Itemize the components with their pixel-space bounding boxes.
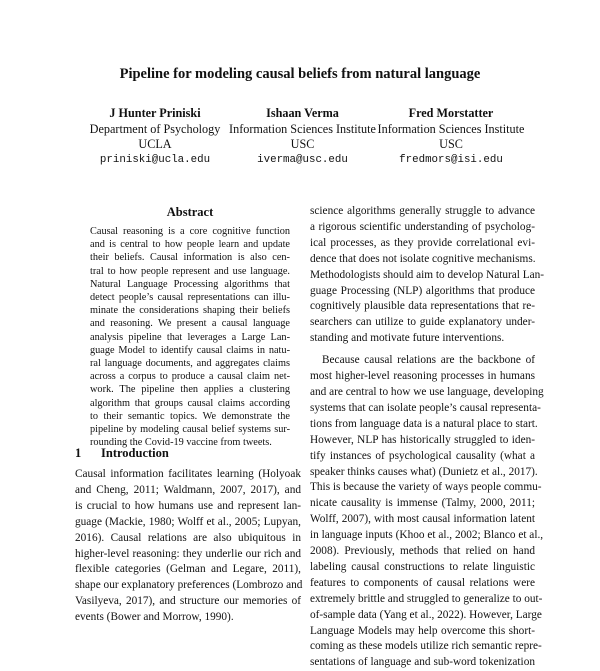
- body-line: This is because the variety of ways people commu-: [310, 481, 542, 494]
- abstract-line: pipeline by modeling causal belief systems sur-: [90, 424, 290, 436]
- body-line: tions from language data is a natural place to start.: [310, 417, 538, 430]
- body-line: tify instances of psychological causality (what a: [310, 449, 535, 462]
- section-title: Introduction: [101, 446, 169, 460]
- author-affiliation: Department of Psychology: [89, 121, 221, 136]
- body-line: ical processes, as they provide correlational evi-: [310, 236, 535, 249]
- author-email[interactable]: iverma@usc.edu: [257, 153, 348, 166]
- body-line: speaker thinks causes what) (Dunietz et al., 2017).: [310, 465, 538, 478]
- body-line: guage Processing (NLP) algorithms that produce: [310, 284, 535, 297]
- body-line: coming as these models utilize rich semantic repre-: [310, 640, 542, 653]
- abstract-line: algorithm that groups causal claims according: [90, 397, 290, 409]
- abstract-line: and reasoning. We present a causal language: [90, 318, 290, 330]
- body-line: However, NLP has historically struggled to iden-: [310, 433, 535, 446]
- section-heading: [75, 446, 169, 461]
- body-line: Wolff, 2007), with most causal information latent: [310, 513, 535, 526]
- abstract-line: to their semantic topics. We demonstrate the: [90, 410, 290, 422]
- abstract-line: ral language documents, and aggregates claims: [90, 358, 290, 370]
- abstract-heading: Abstract: [166, 205, 214, 219]
- body-line: 2016). Causal relations are also ubiquitous in: [75, 531, 301, 544]
- body-line: of-sample data (Yang et al., 2022). However, Large: [310, 608, 542, 621]
- body-line: features to components of causal relations were: [310, 576, 535, 589]
- author-affiliation: Information Sciences Institute: [377, 121, 525, 136]
- body-line: a rigorous scientific understanding of psycholog-: [310, 220, 535, 233]
- abstract-line: guage Model to identify causal claims in natu-: [90, 344, 290, 356]
- author-institution: UCLA: [138, 137, 172, 151]
- abstract-line: minate the considerations shaping their beliefs: [90, 305, 290, 317]
- body-line: in language inputs (Khoo et al., 2002; Blanco et al.,: [310, 529, 544, 542]
- body-line: searchers can utilize to guide explanatory under-: [310, 316, 535, 329]
- author-institution: USC: [439, 137, 463, 151]
- body-line: extremely brittle and struggled to generalize to out-: [310, 592, 543, 605]
- body-paragraph: [310, 204, 545, 347]
- body-line: systems that can isolate people’s causal representa-: [310, 401, 541, 414]
- body-line: nicate causality is immense (Talmy, 2000, 2011;: [310, 497, 535, 510]
- abstract-line: Natural Language Processing algorithms that: [90, 278, 290, 290]
- body-line: standing and motivate future interventions.: [310, 332, 505, 345]
- body-line: sentations of language and sub-word tokenization: [310, 656, 535, 669]
- body-line: Language Models may help overcome this short-: [310, 624, 535, 637]
- abstract-body: [90, 225, 290, 449]
- body-line: flexible categories (Gelman and Legare, 2011),: [75, 563, 301, 576]
- body-line: labeling causal constructions to relate linguistic: [310, 560, 535, 573]
- abstract-line: work. The pipeline then applies a clustering: [90, 384, 290, 396]
- body-line: events (Bower and Morrow, 1990).: [75, 611, 234, 624]
- author-affiliation: Information Sciences Institute: [229, 121, 376, 136]
- abstract-line: and is central to how people learn and update: [90, 239, 290, 251]
- body-paragraph: [310, 353, 544, 671]
- author-name: Ishaan Verma: [266, 106, 339, 120]
- body-line: most higher-level reasoning processes in humans: [310, 370, 535, 383]
- body-line: Because causal relations are the backbone of: [322, 354, 535, 367]
- author-block: [376, 106, 526, 168]
- body-line: cognitively plausible data representations that re-: [310, 300, 535, 313]
- abstract-line: detect people’s causal representations can illu-: [90, 292, 290, 304]
- abstract-line: their beliefs. Causal information is also cen-: [90, 252, 290, 264]
- paper-title: Pipeline for modeling causal beliefs from natural language: [119, 66, 481, 82]
- body-line: shape our explanatory preferences (Lombrozo and: [75, 579, 303, 592]
- body-line: Causal information facilitates learning (Holyoak: [75, 468, 301, 480]
- abstract-line: across a corpus to produce a causal claim net-: [90, 371, 290, 383]
- author-email[interactable]: fredmors@isi.edu: [399, 153, 503, 166]
- author-institution: USC: [290, 137, 315, 151]
- body-line: higher-level reasoning: they underlie our rich and: [75, 547, 301, 560]
- body-line: 2008). Previously, methods that relied on hand: [310, 545, 535, 558]
- body-line: science algorithms generally struggle to advance: [310, 205, 535, 217]
- body-line: dence that does not isolate cognitive mechanisms.: [310, 252, 536, 265]
- body-line: Vasilyeva, 2017), and structure our memories of: [75, 595, 301, 608]
- body-line: Methodologists should aim to develop Natural Lan-: [310, 268, 545, 281]
- body-line: is crucial to how humans use and represent lan-: [75, 499, 301, 512]
- body-line: and are central to how we use language, developing: [310, 385, 544, 398]
- author-name: J Hunter Priniski: [109, 106, 201, 120]
- section-number: 1: [75, 446, 82, 460]
- body-line: and Cheng, 2011; Waldmann, 2007, 2017), and: [75, 483, 301, 496]
- abstract-line: Causal reasoning is a core cognitive function: [90, 226, 290, 237]
- right-column: [310, 204, 545, 671]
- intro-paragraph: [75, 467, 301, 626]
- body-line: guage (Mackie, 1980; Wolff et al., 2005; Lupyan,: [75, 515, 301, 528]
- abstract-line: tral to how people represent and use language.: [90, 265, 290, 277]
- abstract-line: analysis pipeline that leverages a Large Lan-: [90, 331, 290, 343]
- author-block: [225, 106, 380, 168]
- author-email[interactable]: priniski@ucla.edu: [99, 153, 211, 166]
- author-name: Fred Morstatter: [408, 106, 494, 120]
- author-block: [75, 106, 235, 168]
- abstract-line: rounding the Covid-19 vaccine from tweets.: [90, 437, 272, 449]
